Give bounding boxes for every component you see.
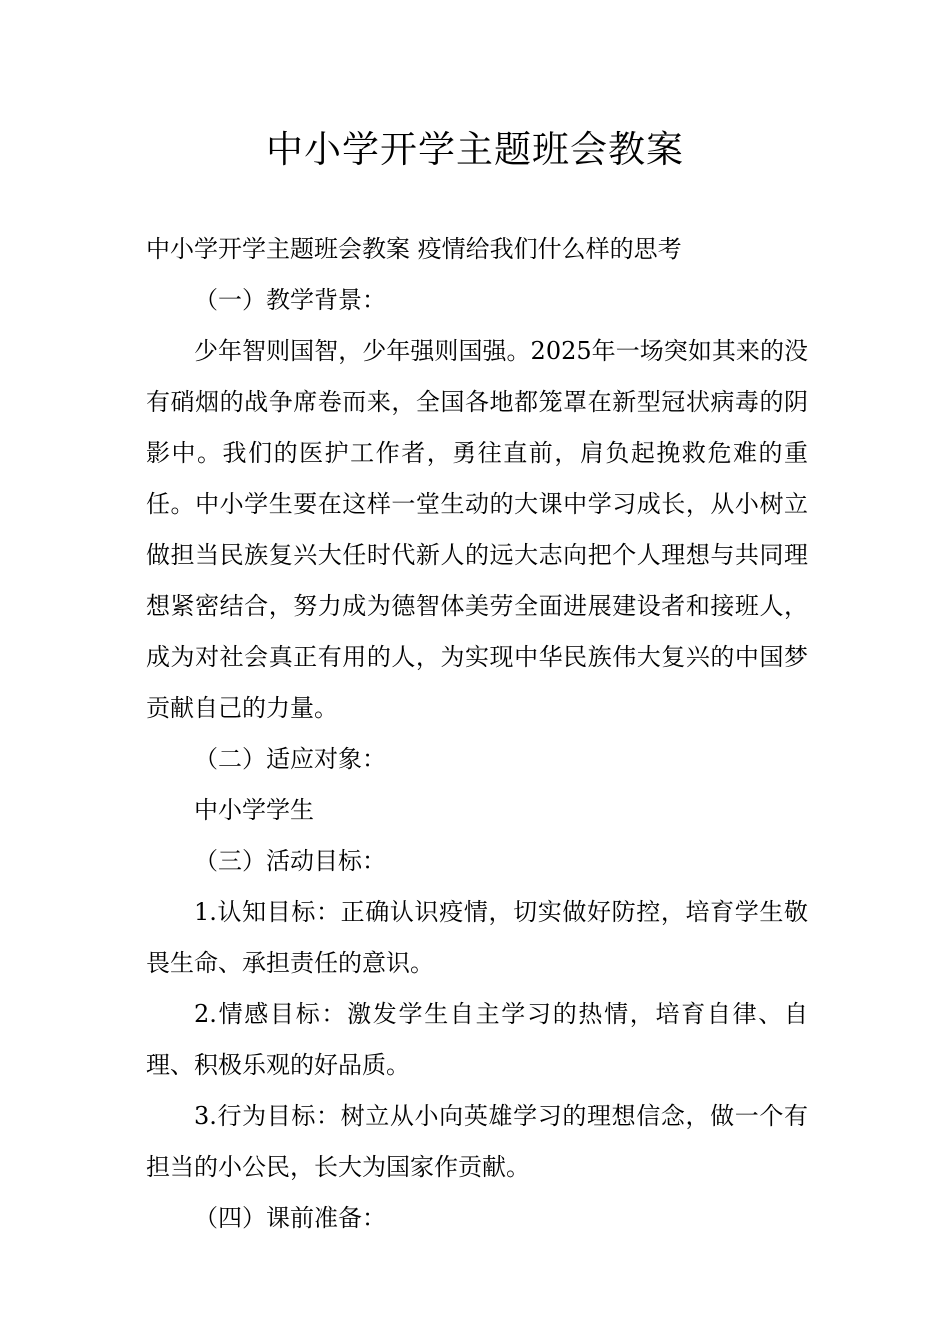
section-heading-preparation: （四）课前准备： [194,1204,386,1232]
goal-emotional: 2.情感目标：激发学生自主学习的热情，培育自律、自理、积极乐观的好品质。 [146,1000,808,1079]
section-text-background: 少年智则国智，少年强则国强。2025年一场突如其来的没有硝烟的战争席卷而来，全国各地都笼罩在新型冠状病毒的阴影中。我们的医护工作者，勇往直前，肩负起挽救危难的重任。中小学生要在这样一堂生动的大课中学习成长，从小树立做担当民族复兴大任时代新人的远大志向把个人理想与共同理想紧密结合，努力成为德智体美劳全面进展建设者和接班人，成为对社会真正有用的人，为实现中华民族伟大复兴的中国梦贡献自己的力量。 [146,337,808,722]
document-title: 中小学开学主题班会教案 [266,128,684,171]
goal-behavioral: 3.行为目标：树立从小向英雄学习的理想信念，做一个有担当的小公民，长大为国家作贡献。 [146,1102,808,1181]
goal-cognitive: 1.认知目标：正确认识疫情，切实做好防控，培育学生敬畏生命、承担责任的意识。 [146,898,808,977]
section-text-audience: 中小学学生 [194,796,314,824]
section-heading-background: （一）教学背景： [194,286,386,314]
document-subtitle: 中小学开学主题班会教案 疫情给我们什么样的思考 [146,235,682,263]
document-body [146,224,808,1244]
section-heading-audience: （二）适应对象： [194,745,386,773]
section-heading-goals: （三）活动目标： [194,847,386,875]
